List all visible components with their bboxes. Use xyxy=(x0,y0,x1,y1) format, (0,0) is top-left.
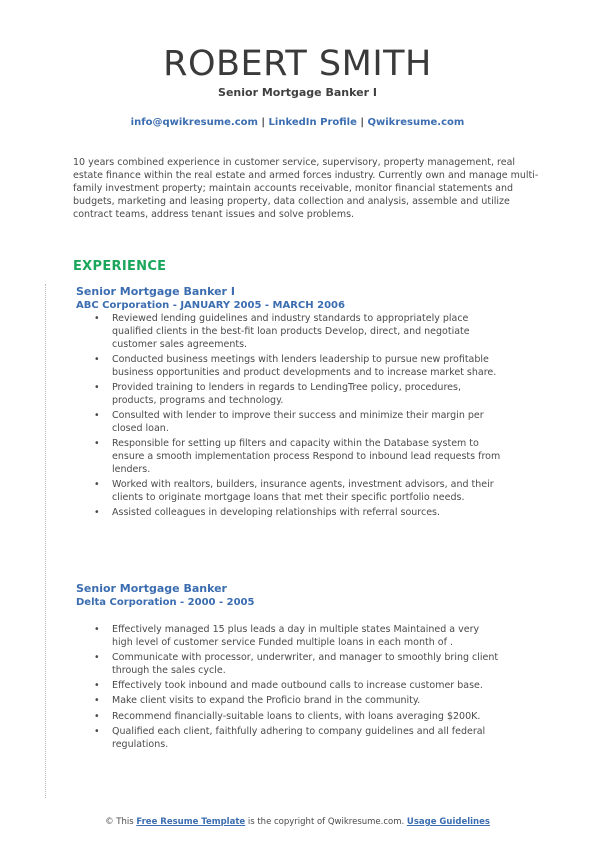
contact-line xyxy=(0,117,595,128)
job-title: Senior Mortgage Banker xyxy=(76,582,227,595)
job-company-dates: Delta Corporation - 2000 - 2005 xyxy=(76,597,255,608)
list-item: • Worked with realtors, builders, insurance agents, investment advisors, and their clients to originate mortgage loans that met their specific portfolio needs. xyxy=(112,479,502,505)
footer-copyright-text: is the copyright of Qwikresume.com. xyxy=(247,817,405,827)
list-item: • Responsible for setting up filters and capacity within the Database system to ensure a smooth implementation process Respond to inbound lead requests from lenders. xyxy=(112,438,502,477)
list-item: • Conducted business meetings with lenders leadership to pursue new profitable business opportunities and product developments and to increase market share. xyxy=(112,354,502,380)
list-item: • Provided training to lenders in regards to LendingTree policy, procedures, products, programs and technology. xyxy=(112,382,502,408)
contact-separator: | xyxy=(257,117,269,128)
job-bullets xyxy=(76,624,516,752)
job-entry xyxy=(76,582,516,754)
summary-paragraph: 10 years combined experience in customer service, supervisory, property management, real estate finance within the real estate and armed forces industry. Currently own and manage multi-family investment property; maintain accounts receivable, monitor financial statements and budgets, marketing and leasing property, data collection and analysis, assemble and utilize contract teams, address tenant issues and solve problems. xyxy=(73,157,539,220)
footer xyxy=(0,817,595,827)
job-company-dates: ABC Corporation - JANUARY 2005 - MARCH 2006 xyxy=(76,300,345,311)
list-item: • Reviewed lending guidelines and industry standards to appropriately place qualified clients in the best-fit loan products Develop, direct, and negotiate customer sales agreements. xyxy=(112,313,502,352)
email-link[interactable]: info@qwikresume.com xyxy=(130,117,258,128)
list-item: • Make client visits to expand the Proficio brand in the community. xyxy=(112,695,502,708)
free-resume-template-link[interactable]: Free Resume Template xyxy=(136,817,246,827)
list-item: • Effectively took inbound and made outbound calls to increase customer base. xyxy=(112,680,502,693)
list-item: • Consulted with lender to improve their success and minimize their margin per closed loan. xyxy=(112,410,502,436)
contact-separator: | xyxy=(356,117,368,128)
list-item: • Effectively managed 15 plus leads a day in multiple states Maintained a very high level of customer service Funded multiple loans in each month of . xyxy=(112,624,502,650)
list-item: • Assisted colleagues in developing relationships with referral sources. xyxy=(112,507,502,520)
linkedin-link[interactable]: LinkedIn Profile xyxy=(268,117,357,128)
experience-heading: EXPERIENCE xyxy=(73,259,167,274)
job-title: Senior Mortgage Banker I xyxy=(76,285,235,298)
list-item: • Qualified each client, faithfully adhering to company guidelines and all federal regulations. xyxy=(112,726,502,752)
job-entry xyxy=(76,285,516,523)
footer-copyright-prefix: © This xyxy=(105,817,134,827)
job-bullets xyxy=(76,313,516,520)
website-link[interactable]: Qwikresume.com xyxy=(367,117,465,128)
usage-guidelines-link[interactable]: Usage Guidelines xyxy=(406,817,490,827)
list-item: • Recommend financially-suitable loans to clients, with loans averaging $200K. xyxy=(112,711,502,724)
section-divider xyxy=(45,284,46,798)
candidate-title: Senior Mortgage Banker I xyxy=(218,86,377,99)
candidate-name: ROBERT SMITH xyxy=(163,44,432,84)
list-item: • Communicate with processor, underwriter, and manager to smoothly bring client through the sales cycle. xyxy=(112,652,502,678)
